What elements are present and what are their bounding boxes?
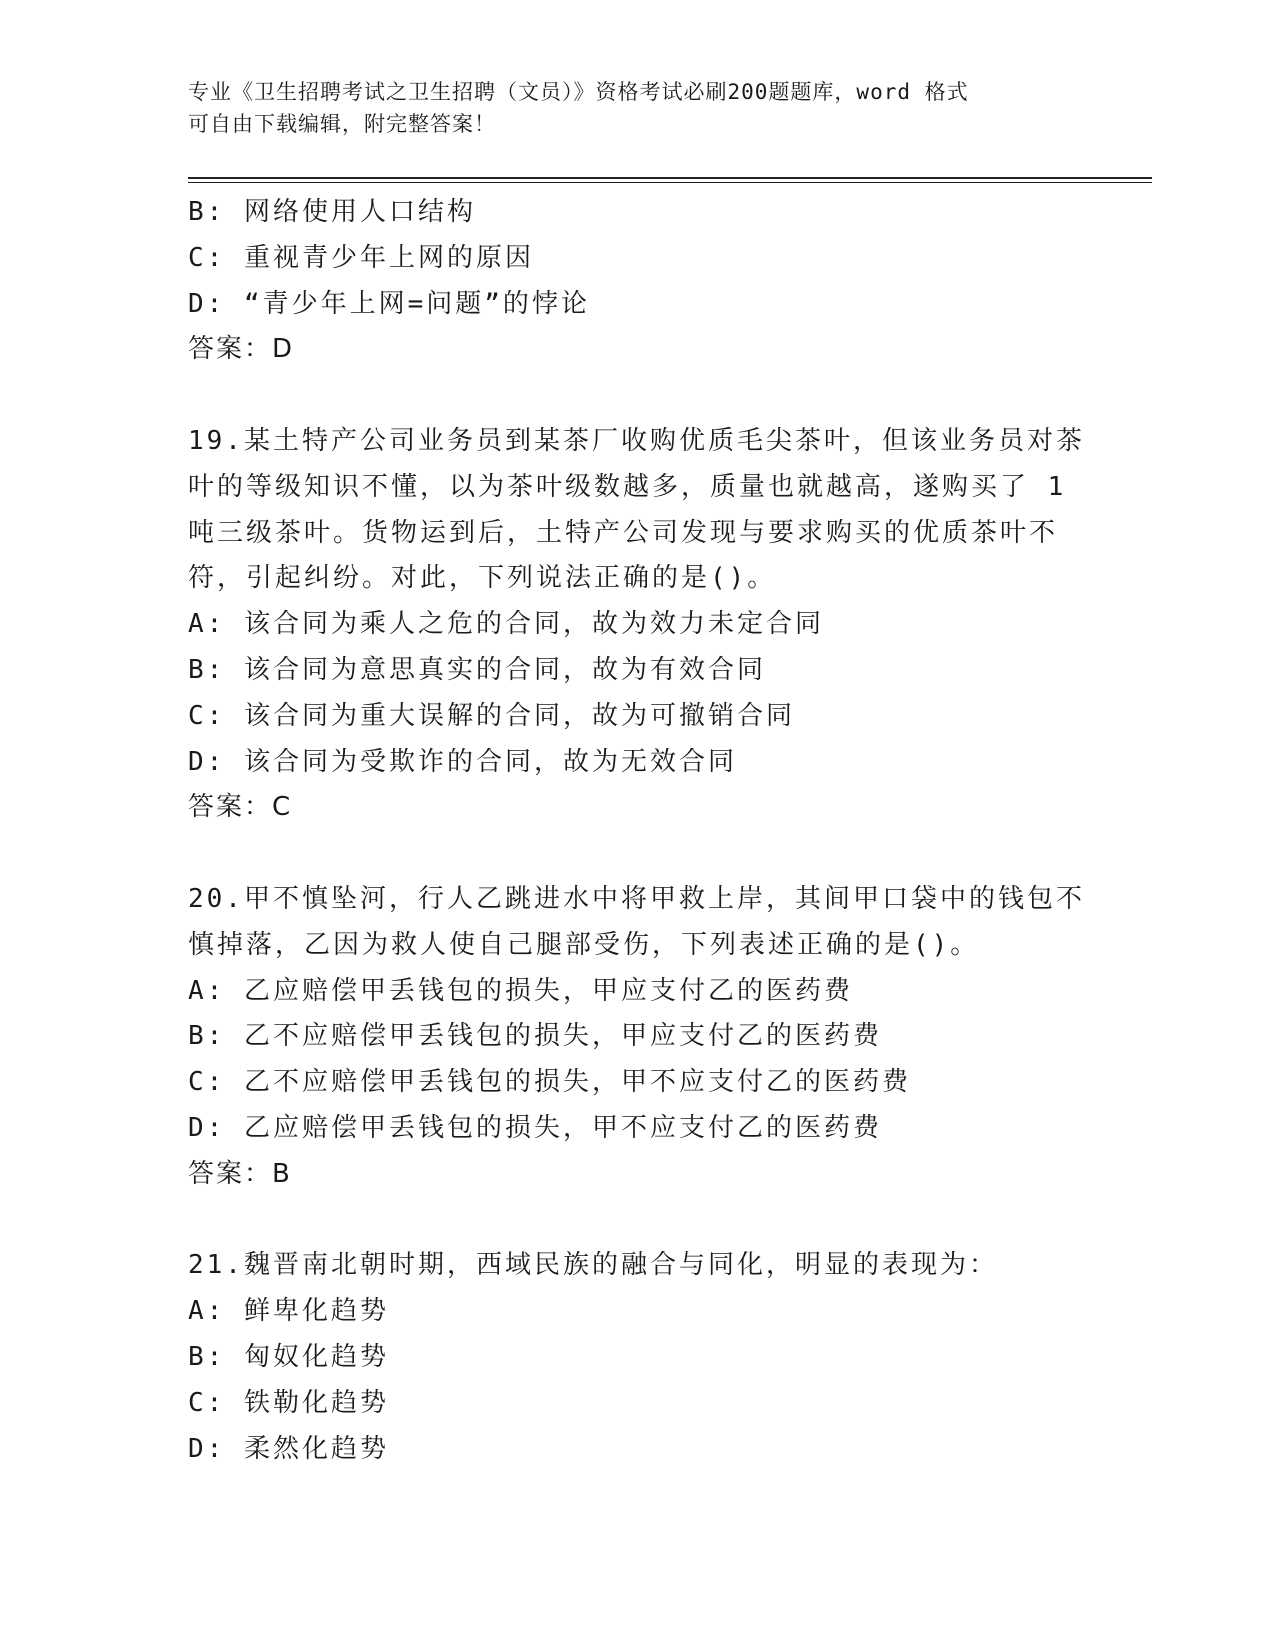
spacer bbox=[188, 1198, 1088, 1244]
header-line-1: 专业《卫生招聘考试之卫生招聘（文员）》资格考试必刷200题题库，word 格式 bbox=[188, 80, 969, 104]
previous-question-tail bbox=[188, 190, 1088, 373]
answer: 答案：B bbox=[188, 1158, 292, 1189]
header-rule-thick bbox=[188, 177, 1152, 179]
option-d: D: 乙应赔偿甲丢钱包的损失，甲不应支付乙的医药费 bbox=[188, 1112, 882, 1143]
document-header bbox=[188, 76, 1088, 140]
option-b: B: 该合同为意思真实的合同，故为有效合同 bbox=[188, 654, 766, 685]
question-content bbox=[188, 190, 1088, 1472]
header-rule-thin bbox=[188, 182, 1152, 183]
question-21 bbox=[188, 1243, 1088, 1472]
option-c: C: 乙不应赔偿甲丢钱包的损失，甲不应支付乙的医药费 bbox=[188, 1067, 911, 1098]
option-a: A: 鲜卑化趋势 bbox=[188, 1296, 389, 1327]
spacer bbox=[188, 831, 1088, 877]
spacer bbox=[188, 373, 1088, 419]
option-b: B: 匈奴化趋势 bbox=[188, 1341, 389, 1372]
option-d: D: “青少年上网=问题”的悖论 bbox=[188, 288, 590, 319]
header-line-2: 可自由下载编辑，附完整答案！ bbox=[188, 112, 496, 136]
question-stem: 19.某土特产公司业务员到某茶厂收购优质毛尖茶叶，但该业务员对茶 bbox=[188, 425, 1085, 456]
question-stem: 吨三级茶叶。货物运到后，土特产公司发现与要求购买的优质茶叶不 bbox=[188, 517, 1059, 548]
option-b: B: 乙不应赔偿甲丢钱包的损失，甲应支付乙的医药费 bbox=[188, 1021, 882, 1052]
answer: 答案：D bbox=[188, 334, 295, 365]
option-d: D: 柔然化趋势 bbox=[188, 1433, 389, 1464]
option-a: A: 乙应赔偿甲丢钱包的损失，甲应支付乙的医药费 bbox=[188, 975, 853, 1006]
option-c: C: 该合同为重大误解的合同，故为可撤销合同 bbox=[188, 700, 795, 731]
answer: 答案：C bbox=[188, 792, 293, 823]
question-stem: 21.魏晋南北朝时期，西域民族的融合与同化，明显的表现为： bbox=[188, 1250, 998, 1281]
option-c: C: 铁勒化趋势 bbox=[188, 1387, 389, 1418]
question-stem: 20.甲不慎坠河，行人乙跳进水中将甲救上岸，其间甲口袋中的钱包不 bbox=[188, 883, 1085, 914]
option-c: C: 重视青少年上网的原因 bbox=[188, 242, 534, 273]
option-a: A: 该合同为乘人之危的合同，故为效力未定合同 bbox=[188, 609, 824, 640]
question-stem: 符，引起纠纷。对此，下列说法正确的是()。 bbox=[188, 563, 777, 594]
question-20 bbox=[188, 877, 1088, 1198]
question-stem: 叶的等级知识不懂，以为茶叶级数越多，质量也就越高，遂购买了 1 bbox=[188, 471, 1067, 502]
option-b: B: 网络使用人口结构 bbox=[188, 197, 476, 227]
question-19 bbox=[188, 419, 1088, 831]
option-d: D: 该合同为受欺诈的合同，故为无效合同 bbox=[188, 746, 737, 777]
question-stem: 慎掉落，乙因为救人使自己腿部受伤，下列表述正确的是()。 bbox=[188, 929, 980, 960]
